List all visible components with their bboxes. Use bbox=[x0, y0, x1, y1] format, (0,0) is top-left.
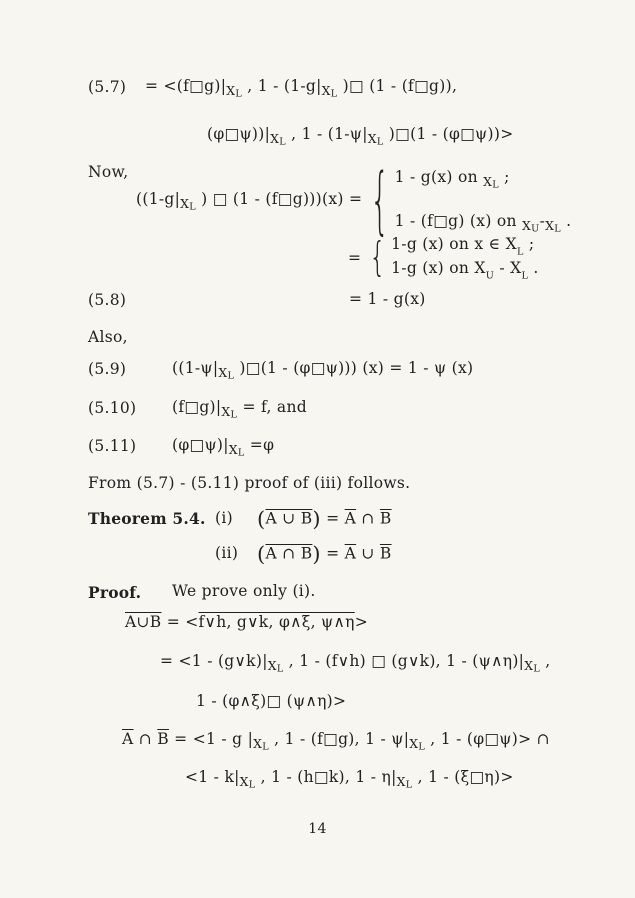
cases-equation-2 bbox=[348, 235, 539, 282]
equation-5-7-line1: = $<(f□g)|_{XL}$ , $1 - (1-g|_{XL}$ )□ (1 - (f□g)), bbox=[145, 77, 458, 100]
proof-derivation-line-1: A∪B = <f∨h, g∨k, φ∧ξ, ψ∧η> bbox=[125, 613, 369, 631]
page-number: 14 bbox=[308, 821, 327, 837]
equation-label-5-7: (5.7) bbox=[88, 78, 127, 96]
from-statement: From (5.7) - (5.11) proof of (iii) follows. bbox=[88, 474, 411, 492]
cases-equation-1 bbox=[136, 158, 572, 244]
theorem-heading: Theorem 5.4. bbox=[88, 509, 206, 528]
proof-derivation-line-3: 1 - (φ∧ξ)□ (ψ∧η)> bbox=[196, 692, 347, 710]
equation-label-5-8: (5.8) bbox=[88, 291, 127, 309]
proof-heading: Proof. bbox=[88, 583, 142, 602]
equation-label-5-10: (5.10) bbox=[88, 399, 137, 417]
proof-derivation-line-2: = $<1 - (g\vee k)|_{XL}$ , 1 - (f∨h) □ (g∨k), $1 - (\psi\wedge\eta)|_{XL}$ , bbox=[160, 652, 551, 675]
proof-intro-text: We prove only (i). bbox=[172, 582, 316, 600]
theorem-item-i-label: (i) bbox=[215, 509, 233, 527]
cases2-equals: = bbox=[348, 249, 362, 268]
cases1-row-2: 1 - (f□g) (x) on $_{XU}-_{XL}$ . bbox=[394, 211, 572, 234]
cases1-row-1: 1 - g(x) on $_{XL}$ ; bbox=[394, 168, 510, 191]
equation-label-5-11: (5.11) bbox=[88, 437, 137, 455]
now-word: Now, bbox=[88, 163, 129, 181]
theorem-item-ii-equation: (A ∩ $B) = \overline{A}$ ∪ $\overline{B}$ bbox=[257, 542, 392, 566]
equation-5-7-line2: $(\varphi□\psi))|_{XL}$ , $1 - (1-\psi|_{XL}$ )□(1 - (φ□ψ))> bbox=[207, 125, 514, 148]
proof-derivation-line-5: $<1 - k|_{XL}$ , 1 - (h□k), $1 - \eta|_{XL}$ , 1 - (ξ□η)> bbox=[185, 768, 514, 791]
equation-5-11: $(\varphi□\psi)|_{XL} =\varphi$ bbox=[172, 436, 275, 459]
equation-label-5-9: (5.9) bbox=[88, 360, 127, 378]
also-word: Also, bbox=[88, 328, 128, 346]
cases2-row-2: 1-g (x) on $X_U - X_L$ . bbox=[391, 259, 539, 282]
theorem-item-i-equation: (A ∪ $B) = \overline{A}$ ∩ $\overline{B}$ bbox=[257, 507, 392, 531]
cases1-lhs: (($1-g|_{XL}$ ) □ (1 - (f□g)))(x) = bbox=[136, 189, 363, 213]
equation-5-8-rhs: = 1 - g(x) bbox=[349, 290, 426, 308]
left-brace-glyph: { bbox=[369, 235, 387, 282]
proof-derivation-line-4: $\overline{A}$ ∩ $\overline{B} = <1 - g$ $|_{XL}$ , 1 - (f□g), $1 - \psi|_{XL}$ , 1 - (φ□ψ)> ∩ bbox=[122, 730, 550, 753]
equation-5-9: (($1-\psi|_{XL}$ )□(1 - (φ□ψ))) (x) = 1 - ψ (x) bbox=[172, 359, 474, 382]
left-brace-glyph: { bbox=[370, 158, 390, 244]
theorem-item-ii-label: (ii) bbox=[215, 544, 239, 562]
equation-5-10: $(f□g)|_{XL} = f$, and bbox=[172, 398, 307, 421]
cases2-row-1: 1-g (x) on x ∈ $X_L$ ; bbox=[391, 235, 535, 258]
